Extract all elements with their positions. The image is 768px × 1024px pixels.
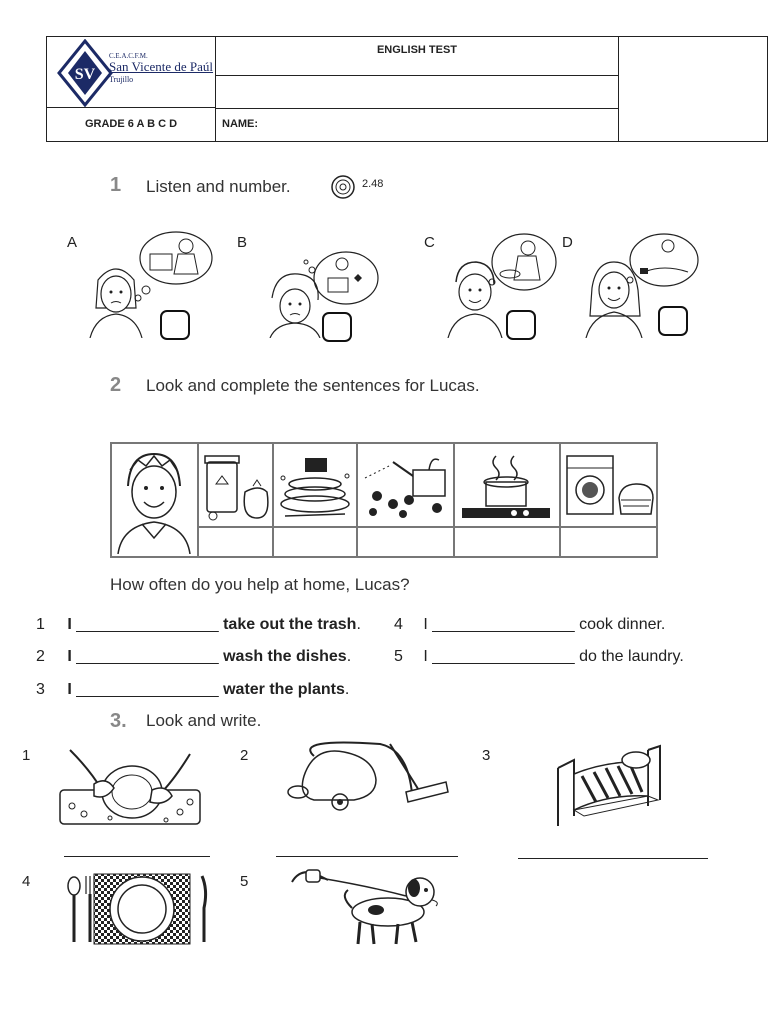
girl-thinking-illustration	[86, 228, 216, 338]
answer-box-d[interactable]	[658, 306, 688, 336]
sentence-start: I	[67, 681, 72, 698]
section1-number: 1	[110, 174, 122, 196]
watering-plants-icon	[359, 448, 453, 524]
sentence-start: I	[67, 616, 72, 633]
item-label-5: 5	[240, 873, 249, 890]
sentence-start: I	[423, 648, 428, 665]
sentence-blank[interactable]: ________________	[432, 616, 575, 633]
boy-cooking-thought-illustration	[444, 228, 564, 338]
answer-box-c[interactable]	[506, 310, 536, 340]
sentence-blank[interactable]: ________________	[76, 648, 219, 665]
sentence-start: I	[423, 616, 428, 633]
unmade-bed-illustration	[548, 740, 668, 830]
sentence-ending: wash the dishes	[223, 648, 347, 665]
title-cell	[215, 36, 619, 76]
grade-label: GRADE 6 A B C D	[84, 118, 178, 130]
sentence-ending: water the plants	[223, 681, 345, 698]
picture-label-a: A	[67, 234, 78, 251]
name-label: NAME:	[222, 118, 259, 130]
school-city: Trujillo	[109, 75, 134, 84]
score-cell	[618, 36, 768, 142]
table-setting-illustration	[62, 870, 212, 946]
sentence-blank[interactable]: ________________	[76, 616, 219, 633]
section1-instruction: Listen and number.	[146, 177, 291, 196]
sentence-1: 1 I ________________ take out the trash.	[36, 616, 361, 633]
test-title: ENGLISH TEST	[376, 44, 458, 56]
section2-number: 2	[110, 374, 122, 396]
svg-text:SV: SV	[74, 66, 96, 83]
answer-box-b[interactable]	[322, 312, 352, 342]
sentence-5	[394, 648, 684, 666]
logo-cell	[46, 36, 216, 108]
track-number: 2.48	[362, 178, 384, 190]
sentence-number: 2	[36, 648, 45, 665]
sentence-3: 3 I ________________ water the plants.	[36, 681, 350, 698]
sentence-blank[interactable]: ________________	[76, 681, 219, 698]
section2-question: How often do you help at home, Lucas?	[110, 575, 410, 594]
sentence-number: 1	[36, 616, 45, 633]
answer-line-1[interactable]	[64, 856, 210, 857]
sentence-blank[interactable]: ________________	[432, 648, 575, 665]
sentence-ending: cook dinner.	[579, 616, 666, 633]
sentence-ending: do the laundry.	[579, 648, 684, 665]
sentence-4	[394, 616, 665, 634]
sentence-number: 3	[36, 681, 45, 698]
sentence-2: 2 I ________________ wash the dishes.	[36, 648, 352, 665]
school-name: San Vicente de Paúl	[109, 59, 214, 74]
washing-machine-icon	[563, 448, 657, 524]
picture-label-d: D	[562, 234, 573, 251]
washing-dishes-illustration	[50, 740, 210, 830]
school-logo-icon	[55, 39, 115, 107]
section2-instruction: Look and complete the sentences for Lucas.	[146, 376, 480, 395]
blank-cell	[215, 75, 619, 109]
section3-instruction: Look and write.	[146, 711, 262, 730]
item-label-3: 3	[482, 747, 491, 764]
grade-cell	[46, 107, 216, 142]
picture-label-c: C	[424, 234, 435, 251]
trash-bins-icon	[201, 448, 271, 524]
walking-dog-illustration	[288, 866, 448, 946]
dirty-dishes-icon	[275, 448, 355, 524]
picture-label-b: B	[237, 234, 248, 251]
answer-box-a[interactable]	[160, 310, 190, 340]
sentence-number: 4	[394, 616, 403, 633]
vacuum-cleaner-illustration	[284, 736, 454, 822]
sentence-start: I	[67, 648, 72, 665]
school-line1: C.E.A.C.F.M.	[109, 52, 148, 60]
section3-number: 3.	[110, 710, 127, 732]
item-label-1: 1	[22, 747, 31, 764]
name-cell[interactable]	[215, 108, 619, 142]
cooking-pot-icon	[456, 448, 556, 524]
item-label-4: 4	[22, 873, 31, 890]
audio-cd-icon	[330, 174, 356, 200]
answer-line-3[interactable]	[518, 858, 708, 859]
lucas-portrait-illustration	[112, 446, 196, 554]
sentence-number: 5	[394, 648, 403, 665]
item-label-2: 2	[240, 747, 249, 764]
header-table	[46, 36, 768, 142]
sentence-ending: take out the trash	[223, 616, 357, 633]
answer-line-2[interactable]	[276, 856, 458, 857]
